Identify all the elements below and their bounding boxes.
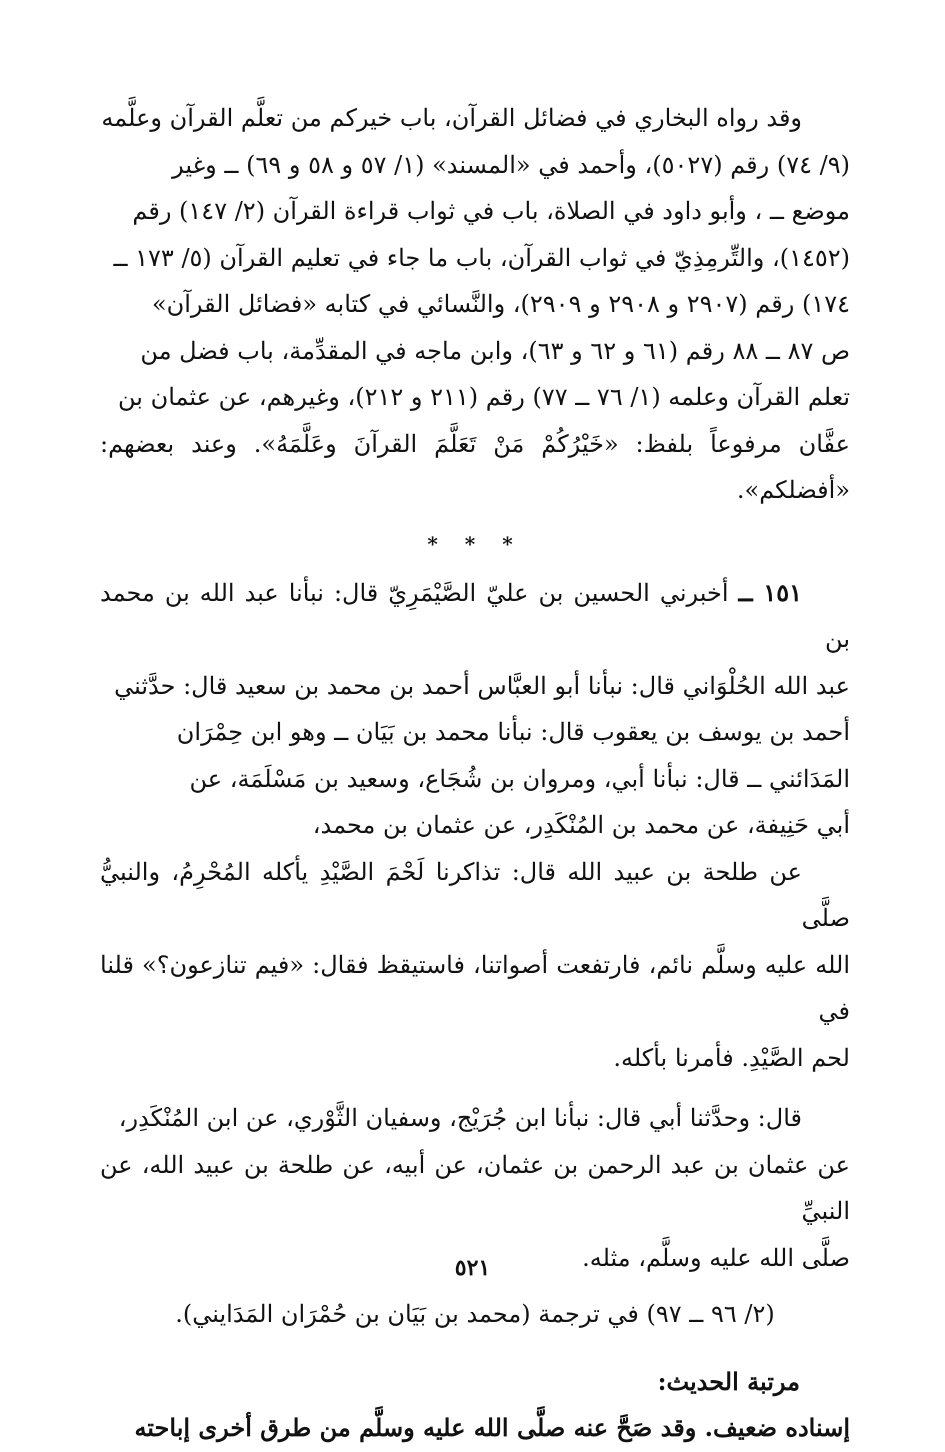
isnad-line: عبد الله الحُلْوَاني قال: نبأنا أبو العبَّاس أحمد بن محمد بن سعيد قال: حدَّثني	[114, 671, 850, 700]
section-divider: * * *	[427, 531, 523, 556]
matn-line: الله عليه وسلَّم نائم، فارتفعت أصواتنا، فاستيقظ فقال: «فيم تنازعون؟» قلنا في	[100, 950, 850, 1025]
footnote-line: (٩/ ٧٤) رقم (٥٠٢٧)، وأحمد في «المسند» (١/ ٥٧ و ٥٨ و ٦٩) ــ وغير	[172, 150, 850, 179]
chain-line: قال: وحدَّثنا أبي قال: نبأنا ابن جُرَيْج، وسفيان الثَّوْري، عن ابن المُنْكَدِر،	[118, 1104, 802, 1132]
isnad-line: المَدَائني ــ قال: نبأنا أبي، ومروان بن شُجَاع، وسعيد بن مَسْلَمَة، عن	[189, 764, 850, 793]
footnote-line: ١٧٤) رقم (٢٩٠٧ و ٢٩٠٨ و ٢٩٠٩)، والنَّسائي في كتابه «فضائل القرآن»	[151, 290, 850, 318]
footnote-line: وقد رواه البخاري في فضائل القرآن، باب خيركم من تعلَّم القرآن وعلَّمه	[101, 104, 802, 132]
grading-heading: مرتبة الحديث:	[657, 1367, 800, 1396]
isnad-line: أحمد بن يوسف بن يعقوب قال: نبأنا محمد بن بَيَان ــ وهو ابن حِمْرَان	[176, 718, 850, 746]
page-number: ٥٢١	[454, 1255, 491, 1281]
footnote-line: ص ٨٧ ــ ٨٨ رقم (٦١ و ٦٢ و ٦٣)، وابن ماجه في المقدِّمة، باب فضل من	[140, 336, 850, 365]
hadith-matn	[100, 849, 850, 1082]
isnad-line: أبي حَنِيفة، عن محمد بن المُنْكَدِر، عن عثمان بن محمد،	[312, 811, 850, 839]
grading-text: إسناده ضعيف. وقد صَحَّ عنه صلَّى الله عليه وسلَّم من طرق أخرى إباحته	[134, 1413, 850, 1442]
isnad-text: أخبرني الحسين بن عليّ الصَّيْمَرِيّ قال: نبأنا عبد الله بن محمد بن	[100, 578, 850, 653]
page-body	[100, 95, 850, 1452]
hadith-number: ١٥١ ــ	[738, 577, 802, 607]
footnote-line: عفَّان مرفوعاً بلفظ: «خَيْرُكُمْ مَنْ تَعَلَّمَ القرآنَ وعَلَّمَهُ». وعند بعضهم: «أفضلكم».	[100, 429, 850, 504]
chain-line: عن عثمان بن عبد الرحمن بن عثمان، عن أبيه، عن طلحة بن عبيد الله، عن النبيِّ	[100, 1150, 850, 1225]
chain-line: صلَّى الله عليه وسلَّم، مثله.	[582, 1243, 850, 1272]
hadith-second-chain	[100, 1095, 850, 1281]
source-reference: (٢/ ٩٦ ــ ٩٧) في ترجمة (محمد بن بَيَان بن حُمْرَان المَدَايني).	[175, 1300, 775, 1328]
footnote-line: موضع ــ ، وأبو داود في الصلاة، باب في ثواب قراءة القرآن (٢/ ١٤٧) رقم	[132, 197, 850, 225]
footnote-line: تعلم القرآن وعلمه (١/ ٧٦ ــ ٧٧) رقم (٢١١ و ٢١٢)، وغيرهم، عن عثمان بن	[118, 383, 850, 411]
footnote-line: (١٤٥٢)، والتِّرمِذِيّ في ثواب القرآن، باب ما جاء في تعليم القرآن (٥/ ١٧٣ ــ	[113, 243, 850, 272]
isnad-line	[100, 570, 850, 663]
hadith-isnad	[100, 570, 850, 849]
matn-line: عن طلحة بن عبيد الله قال: تذاكرنا لَحْمَ الصَّيْدِ يأكله المُحْرِمُ، والنبيُّ صلَّى	[100, 857, 850, 932]
footnote-block	[100, 95, 850, 514]
matn-line: لحم الصَّيْدِ. فأمرنا بأكله.	[613, 1043, 850, 1072]
